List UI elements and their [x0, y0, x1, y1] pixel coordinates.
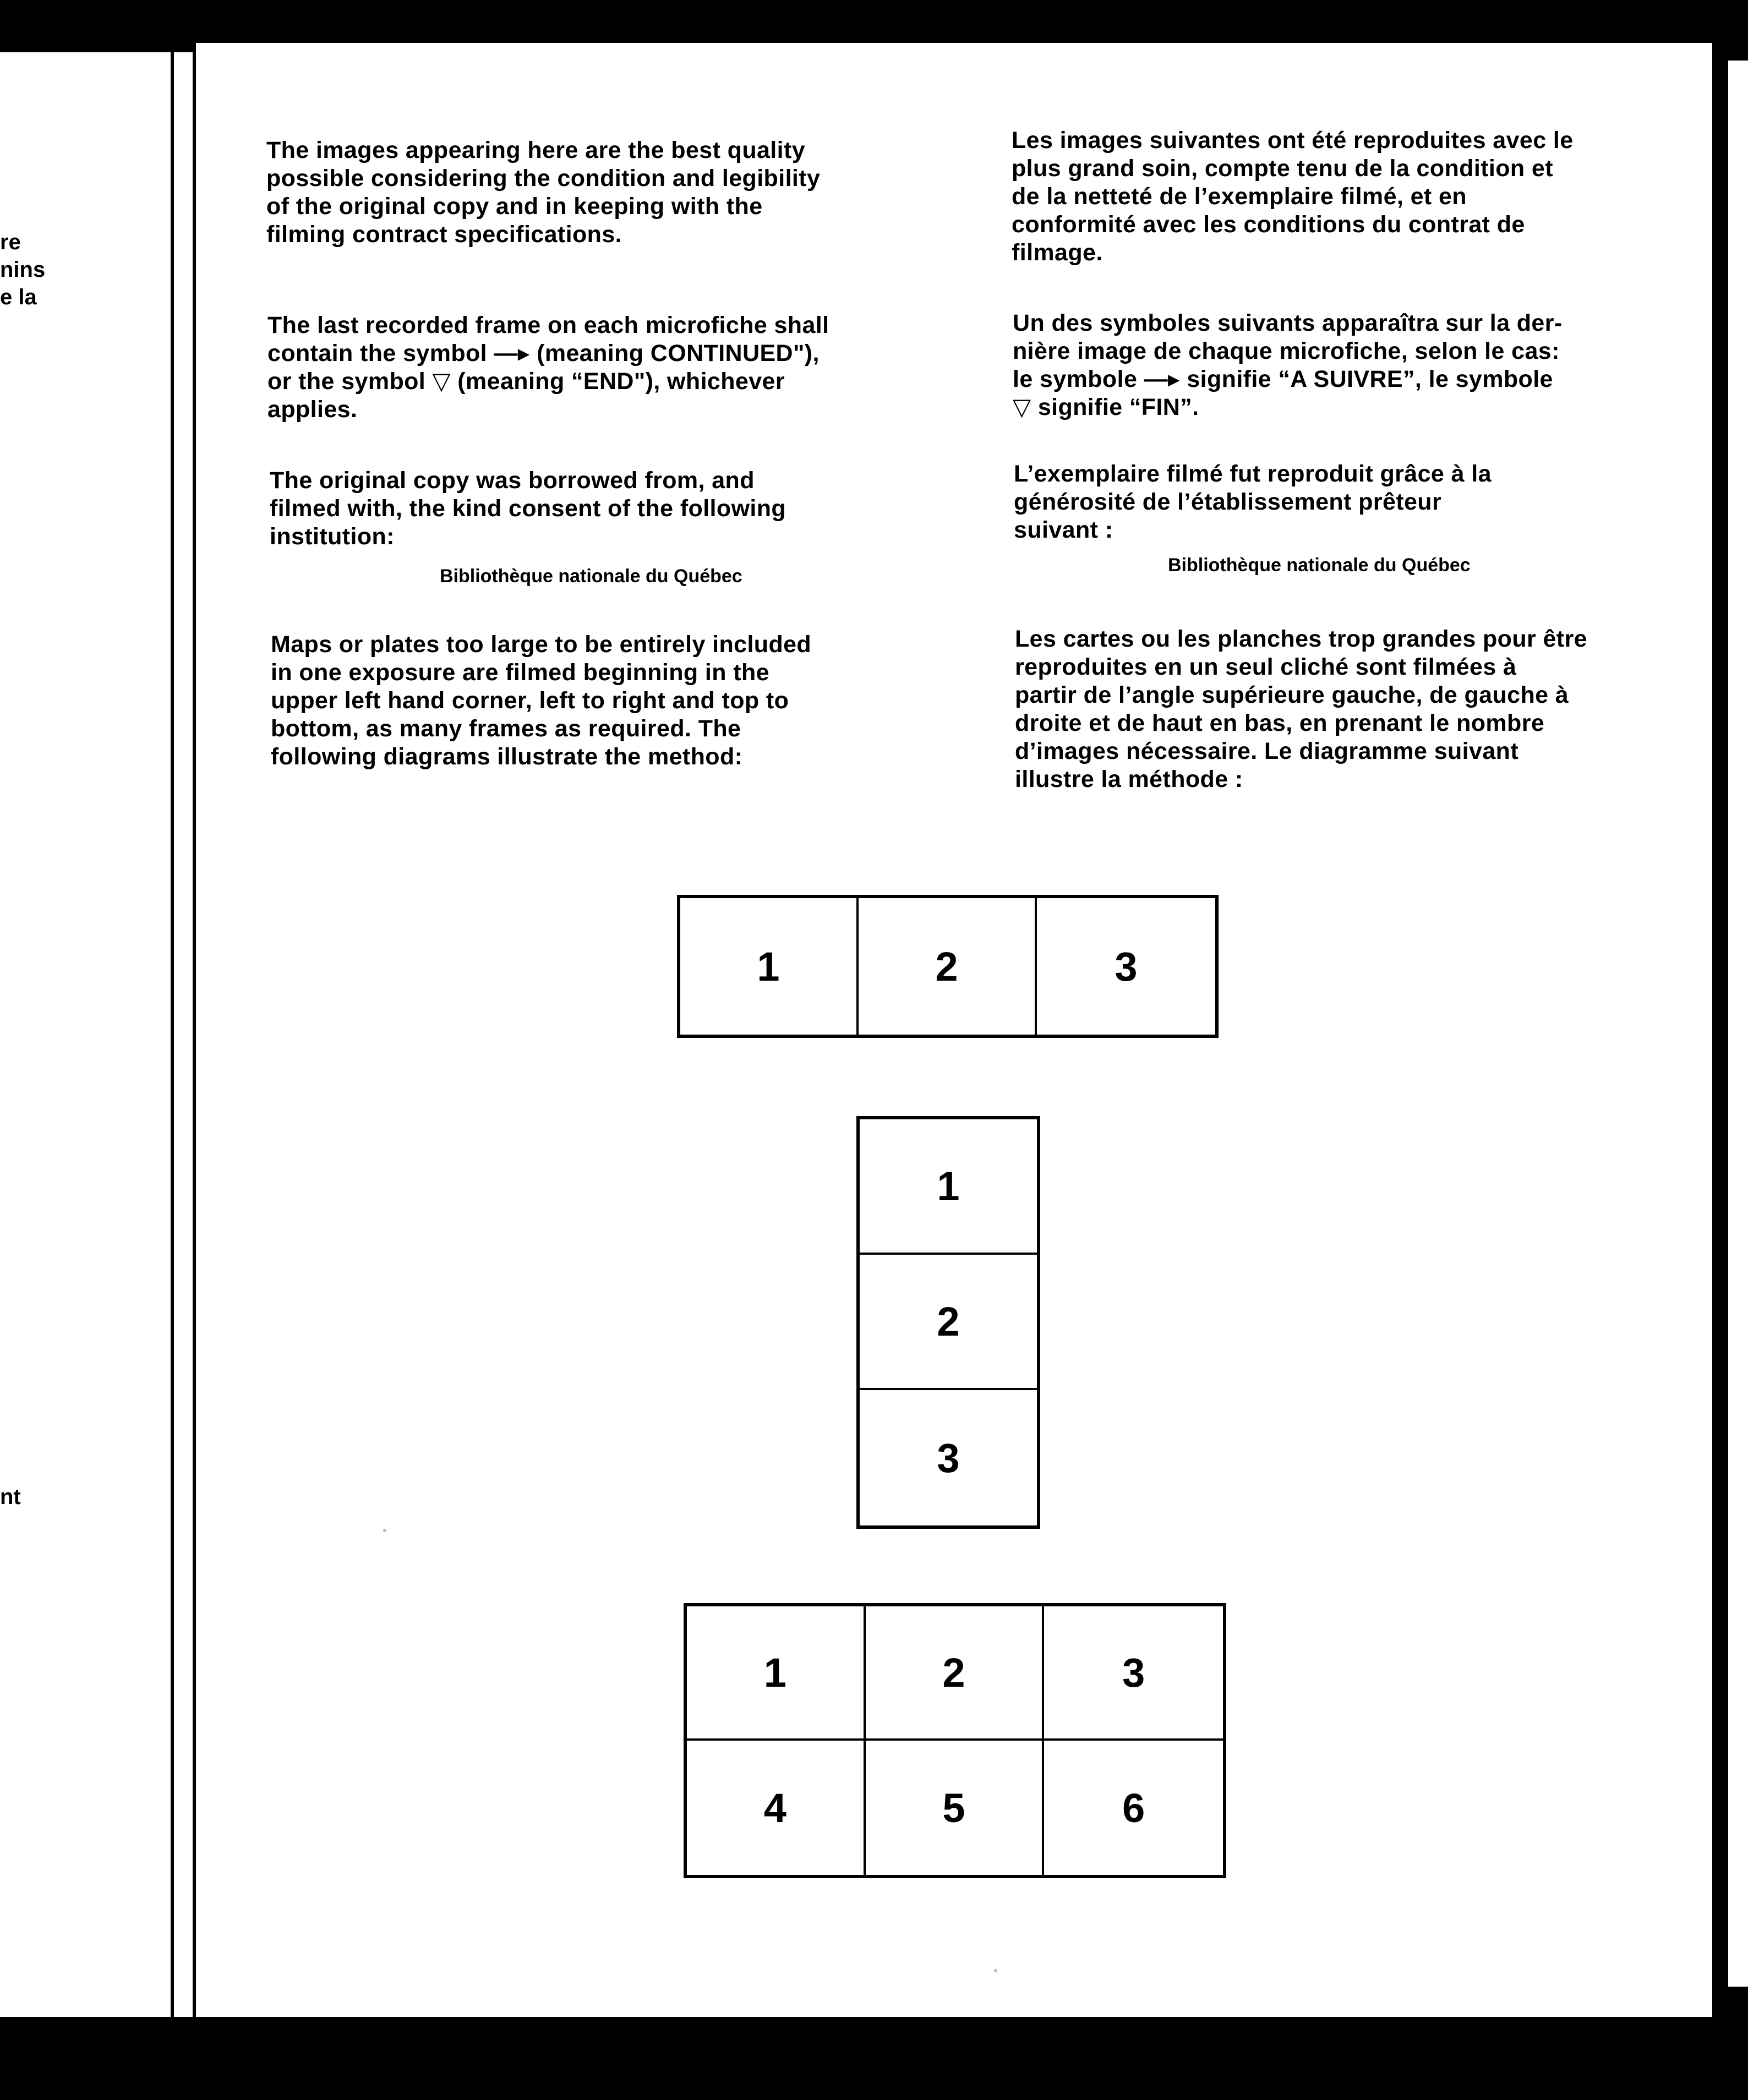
- left-fragment: nins: [0, 258, 46, 282]
- dust-speck: [383, 1529, 386, 1532]
- left-fragment: re: [0, 230, 21, 254]
- french-lender-paragraph: L’exemplaire filmé fut reproduit grâce à la générosité de l’établissement prêteur suivant :: [1014, 461, 1492, 543]
- french-quality-paragraph: Les images suivantes ont été reproduites avec le plus grand soin, compte tenu de la condition et de la netteté de l’exemplaire filmé, et en conformité avec les conditions du contrat de filmage.: [1012, 127, 1574, 266]
- diagram-cell: 1: [860, 1119, 1037, 1255]
- page-divider: [171, 52, 193, 2017]
- diagram-horizontal-three: [677, 895, 1219, 1038]
- diagram-cell: 3: [1044, 1606, 1223, 1741]
- english-column: [266, 136, 899, 249]
- previous-page-edge: [0, 52, 171, 2017]
- english-symbol-block: [267, 311, 900, 424]
- diagram-cell: 2: [860, 1255, 1037, 1390]
- diagram-cell: 2: [859, 898, 1037, 1035]
- english-quality-paragraph: The images appearing here are the best quality possible considering the condition and legibility of the original copy and in keeping with the filming contract specifications.: [266, 137, 821, 248]
- french-symbol-block: [1013, 309, 1701, 422]
- diagram-vertical-three: [856, 1116, 1040, 1529]
- diagram-cell: 1: [680, 898, 859, 1035]
- english-institution-name: Bibliothèque nationale du Québec: [440, 566, 742, 587]
- english-lender-paragraph: The original copy was borrowed from, and filmed with, the kind consent of the following institution:: [270, 467, 786, 550]
- french-column: [1012, 127, 1700, 267]
- dust-speck: [994, 1969, 997, 1972]
- french-maps-paragraph: Les cartes ou les planches trop grandes pour être reproduites en un seul cliché sont filmées à partir de l’angle supérieure gauche, de gauche à droite et de haut en bas, en prenant le nombre d’images nécessaire. Le diagramme suivant illustre la méthode :: [1015, 626, 1587, 792]
- next-page-edge: [1728, 61, 1748, 1987]
- diagram-cell: 2: [866, 1606, 1045, 1741]
- left-fragment: nt: [0, 1485, 21, 1509]
- diagram-cell: 3: [937, 1435, 960, 1481]
- english-symbol-paragraph: The last recorded frame on each microfiche shall contain the symbol —▸ (meaning CONTINUED"), or the symbol ▽ (meaning “END"), whichever applies.: [267, 312, 829, 423]
- french-lender-block: [1014, 460, 1702, 544]
- diagram-cell: 6: [1122, 1785, 1145, 1831]
- french-institution-name: Bibliothèque nationale du Québec: [1168, 555, 1471, 576]
- diagram-cell: 3: [1115, 943, 1138, 989]
- french-maps-block: [1015, 625, 1703, 794]
- microfiche-target-page: [196, 43, 1712, 2017]
- diagram-cell: 4: [687, 1741, 866, 1875]
- english-maps-block: [271, 631, 904, 771]
- diagram-grid-six: [684, 1603, 1226, 1878]
- english-maps-paragraph: Maps or plates too large to be entirely included in one exposure are filmed beginning in the upper left hand corner, left to right and top to bottom, as many frames as required. The following diagrams illustrate the method:: [271, 631, 812, 770]
- diagram-cell: 1: [687, 1606, 866, 1741]
- left-fragment: e la: [0, 285, 37, 309]
- english-lender-block: [270, 467, 903, 551]
- diagram-cell: 5: [866, 1741, 1045, 1875]
- french-symbol-paragraph: Un des symboles suivants apparaîtra sur la der- nière image de chaque microfiche, selon le cas: le symbole —▸ signifie “A SUIVRE”, le symbole ▽ signifie “FIN”.: [1013, 310, 1563, 420]
